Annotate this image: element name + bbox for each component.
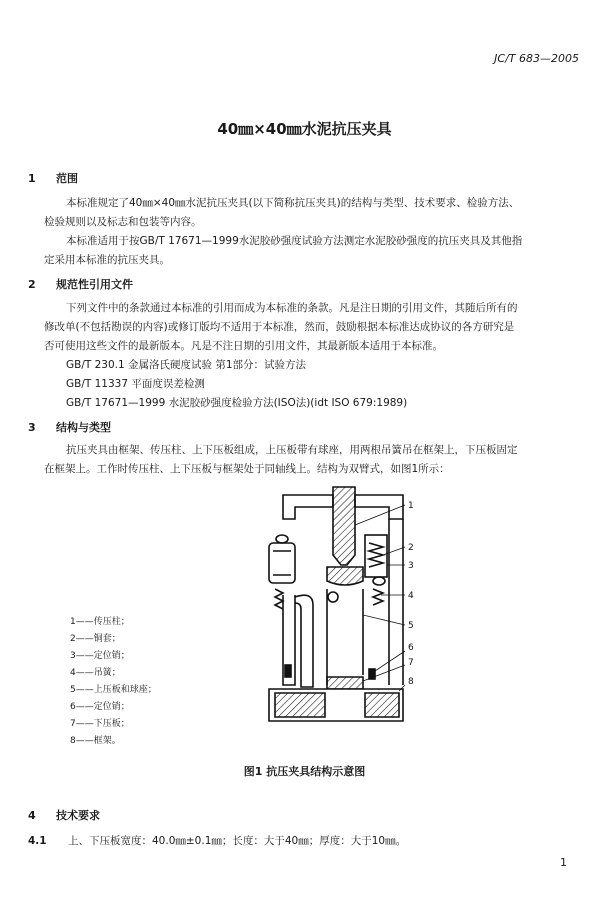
section-number: 2 <box>28 278 36 291</box>
legend-item: 2——铜套； <box>70 634 121 644</box>
paragraph-line: 抗压夹具由框架、传压柱、上下压板组成，上压板带有球座，用两根吊簧吊在框架上，下压板固定 <box>66 444 518 456</box>
paragraph-line: 检验规则以及标志和包装等内容。 <box>44 216 202 228</box>
section-2-heading <box>28 276 133 292</box>
section-title: 规范性引用文件 <box>56 278 133 291</box>
callout-6: 6 <box>408 643 414 653</box>
callout-7: 7 <box>408 658 414 668</box>
paragraph-line: 修改单(不包括勘误的内容)或修订版均不适用于本标准，然而，鼓励根据本标准达成协议的各方研究是 <box>44 321 515 333</box>
paragraph-line: 否可使用这些文件的最新版本。凡是不注日期的引用文件，其最新版本适用于本标准。 <box>44 340 443 352</box>
paragraph-line: 在框架上。工作时传压柱、上下压板与框架处于同轴线上。结构为双臂式，如图1所示： <box>44 463 450 475</box>
legend-item: 6——定位销； <box>70 702 130 712</box>
clamp-structure-diagram <box>255 485 430 735</box>
section-1-heading <box>28 170 78 186</box>
clause-text: 上、下压板宽度：40.0㎜±0.1㎜；长度：大于40㎜；厚度：大于10㎜。 <box>68 835 407 847</box>
callout-2: 2 <box>408 543 414 553</box>
legend-item: 7——下压板； <box>70 719 130 729</box>
page-number: 1 <box>560 856 567 869</box>
section-4-heading <box>28 807 100 823</box>
legend-item: 5——上压板和球座； <box>70 685 157 695</box>
legend-item: 3——定位销； <box>70 651 130 661</box>
paragraph-line: 下列文件中的条款通过本标准的引用而成为本标准的条款。凡是注日期的引用文件，其随后所有的 <box>66 302 518 314</box>
section-title: 结构与类型 <box>56 421 111 434</box>
page-title: 40㎜×40㎜水泥抗压夹具 <box>217 120 392 138</box>
callout-1: 1 <box>408 501 414 511</box>
reference-item: GB/T 11337 平面度误差检测 <box>66 378 205 390</box>
legend-item: 4——吊簧； <box>70 668 121 678</box>
paragraph-line: 定采用本标准的抗压夹具。 <box>44 254 170 266</box>
legend-item: 8——框架。 <box>70 736 121 746</box>
reference-item: GB/T 17671—1999 水泥胶砂强度检验方法(ISO法)(idt ISO 679:1989) <box>66 397 408 409</box>
paragraph-line: 本标准适用于按GB/T 17671—1999水泥胶砂强度试验方法测定水泥胶砂强度的抗压夹具及其他指 <box>66 235 523 247</box>
section-title: 范围 <box>56 172 78 185</box>
callout-3: 3 <box>408 561 414 571</box>
callout-8: 8 <box>408 677 414 687</box>
doc-code: JC/T 683—2005 <box>494 52 579 65</box>
legend-item: 1——传压柱； <box>70 617 130 627</box>
callout-5: 5 <box>408 621 414 631</box>
clause-number: 4.1 <box>28 835 47 847</box>
section-3-heading <box>28 419 111 435</box>
section-number: 3 <box>28 421 36 434</box>
section-title: 技术要求 <box>56 809 100 822</box>
clause-4-1 <box>28 833 406 848</box>
callout-4: 4 <box>408 591 414 601</box>
paragraph-line: 本标准规定了40㎜×40㎜水泥抗压夹具(以下简称抗压夹具)的结构与类型、技术要求、检验方法、 <box>66 197 520 209</box>
section-number: 1 <box>28 172 36 185</box>
figure-caption: 图1 抗压夹具结构示意图 <box>243 765 366 778</box>
section-number: 4 <box>28 809 36 822</box>
reference-item: GB/T 230.1 金属洛氏硬度试验 第1部分：试验方法 <box>66 359 307 371</box>
